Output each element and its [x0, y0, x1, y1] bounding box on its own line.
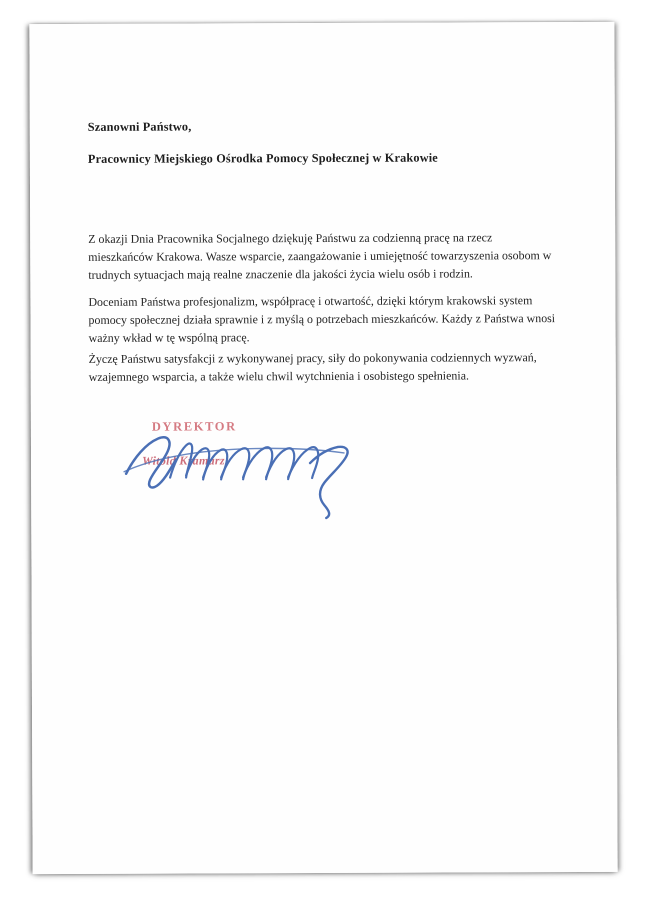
addressee-line: Pracownicy Miejskiego Ośrodka Pomocy Społecznej w Krakowie [87, 150, 438, 166]
signature-block [116, 411, 366, 522]
paper-sheet [29, 22, 617, 874]
paper-surface [29, 22, 617, 874]
salutation-line: Szanowni Państwo, [87, 119, 192, 134]
body-paragraph-3: Życzę Państwu satysfakcji z wykonywanej pracy, siły do pokonywania codziennych wyzwań, wzajemnego wsparcia, a także wielu chwil wytchnienia i osobistego spełnienia. [88, 350, 537, 385]
director-stamp-name: Witold Kramarz [142, 453, 225, 468]
director-stamp-title: DYREKTOR [151, 419, 237, 434]
body-paragraph-1: Z okazji Dnia Pracownika Socjalnego dziękuję Państwu za codzienną pracę na rzecz mieszkańców Krakowa. Wasze wsparcie, zaangażowanie i umiejętność towarzyszenia osobom w trudnych sytuacjach mają realne znaczenie dla jakości życia wielu osób i rodzin. [88, 230, 552, 283]
handwritten-signature-icon [110, 407, 370, 523]
body-paragraph-2: Doceniam Państwa profesjonalizm, współpracę i otwartość, dzięki którym krakowski system pomocy społecznej działa sprawnie i z myślą o potrzebach mieszkańców. Każdy z Państwa wnosi ważny wkład w tę wspólną pracę. [88, 293, 556, 346]
